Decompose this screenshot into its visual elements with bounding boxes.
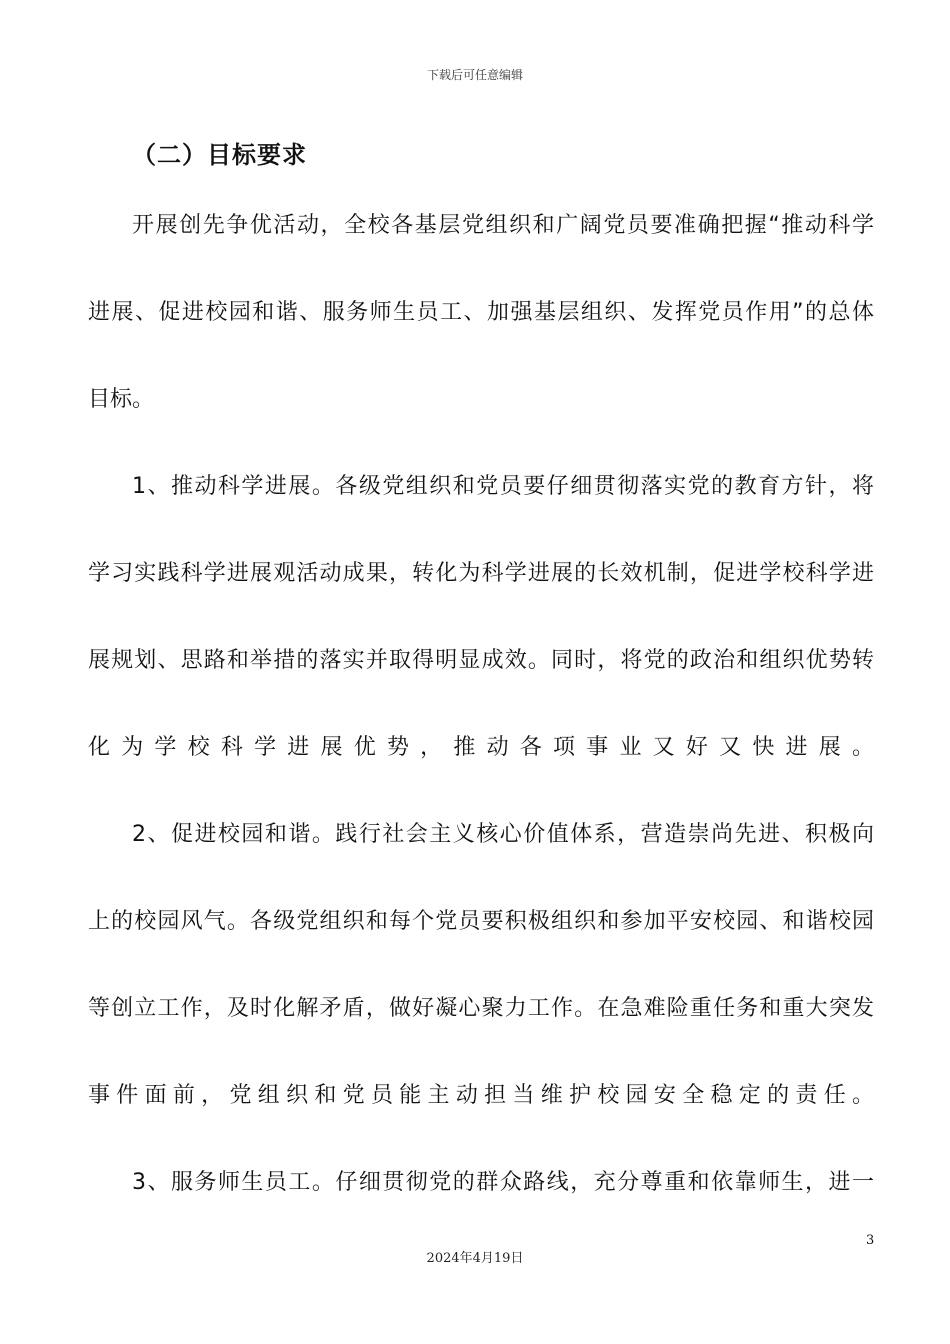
document-body xyxy=(88,182,874,1226)
paragraph-line: 上的校园风气。各级党组织和每个党员要积极组织和参加平安校园、和谐校园 xyxy=(88,909,874,934)
page-footer-date: 2024年4月19日 xyxy=(426,1251,524,1266)
paragraph-line: 2、促进校园和谐。践行社会主义核心价值体系，营造崇尚先进、积极向 xyxy=(132,822,874,847)
paragraph-line: 进展、促进校园和谐、服务师生员工、加强基层组织、发挥党员作用”的总体 xyxy=(88,300,874,325)
paragraph-line: 学习实践科学进展观活动成果，转化为科学进展的长效机制，促进学校科学进 xyxy=(88,561,874,586)
paragraph-line: 展规划、思路和举措的落实并取得明显成效。同时，将党的政治和组织优势转 xyxy=(88,648,874,673)
paragraph-line: 事件面前，党组织和党员能主动担当维护校园安全稳定的责任。 xyxy=(88,1083,874,1108)
section-heading: （二）目标要求 xyxy=(132,141,307,169)
paragraph-line: 等创立工作，及时化解矛盾，做好凝心聚力工作。在急难险重任务和重大突发 xyxy=(88,996,874,1021)
page-header: 下载后可任意编辑 xyxy=(426,68,523,82)
paragraph-line: 开展创先争优活动，全校各基层党组织和广阔党员要准确把握“推动科学 xyxy=(132,213,874,238)
paragraph-line: 化为学校科学进展优势，推动各项事业又好又快进展。 xyxy=(88,735,874,760)
paragraph-line: 3、服务师生员工。仔细贯彻党的群众路线，充分尊重和依靠师生，进一 xyxy=(132,1170,874,1195)
paragraph-line: 1、推动科学进展。各级党组织和党员要仔细贯彻落实党的教育方针，将 xyxy=(132,474,874,499)
page-number: 3 xyxy=(866,1233,875,1248)
paragraph-line: 目标。 xyxy=(88,387,155,412)
